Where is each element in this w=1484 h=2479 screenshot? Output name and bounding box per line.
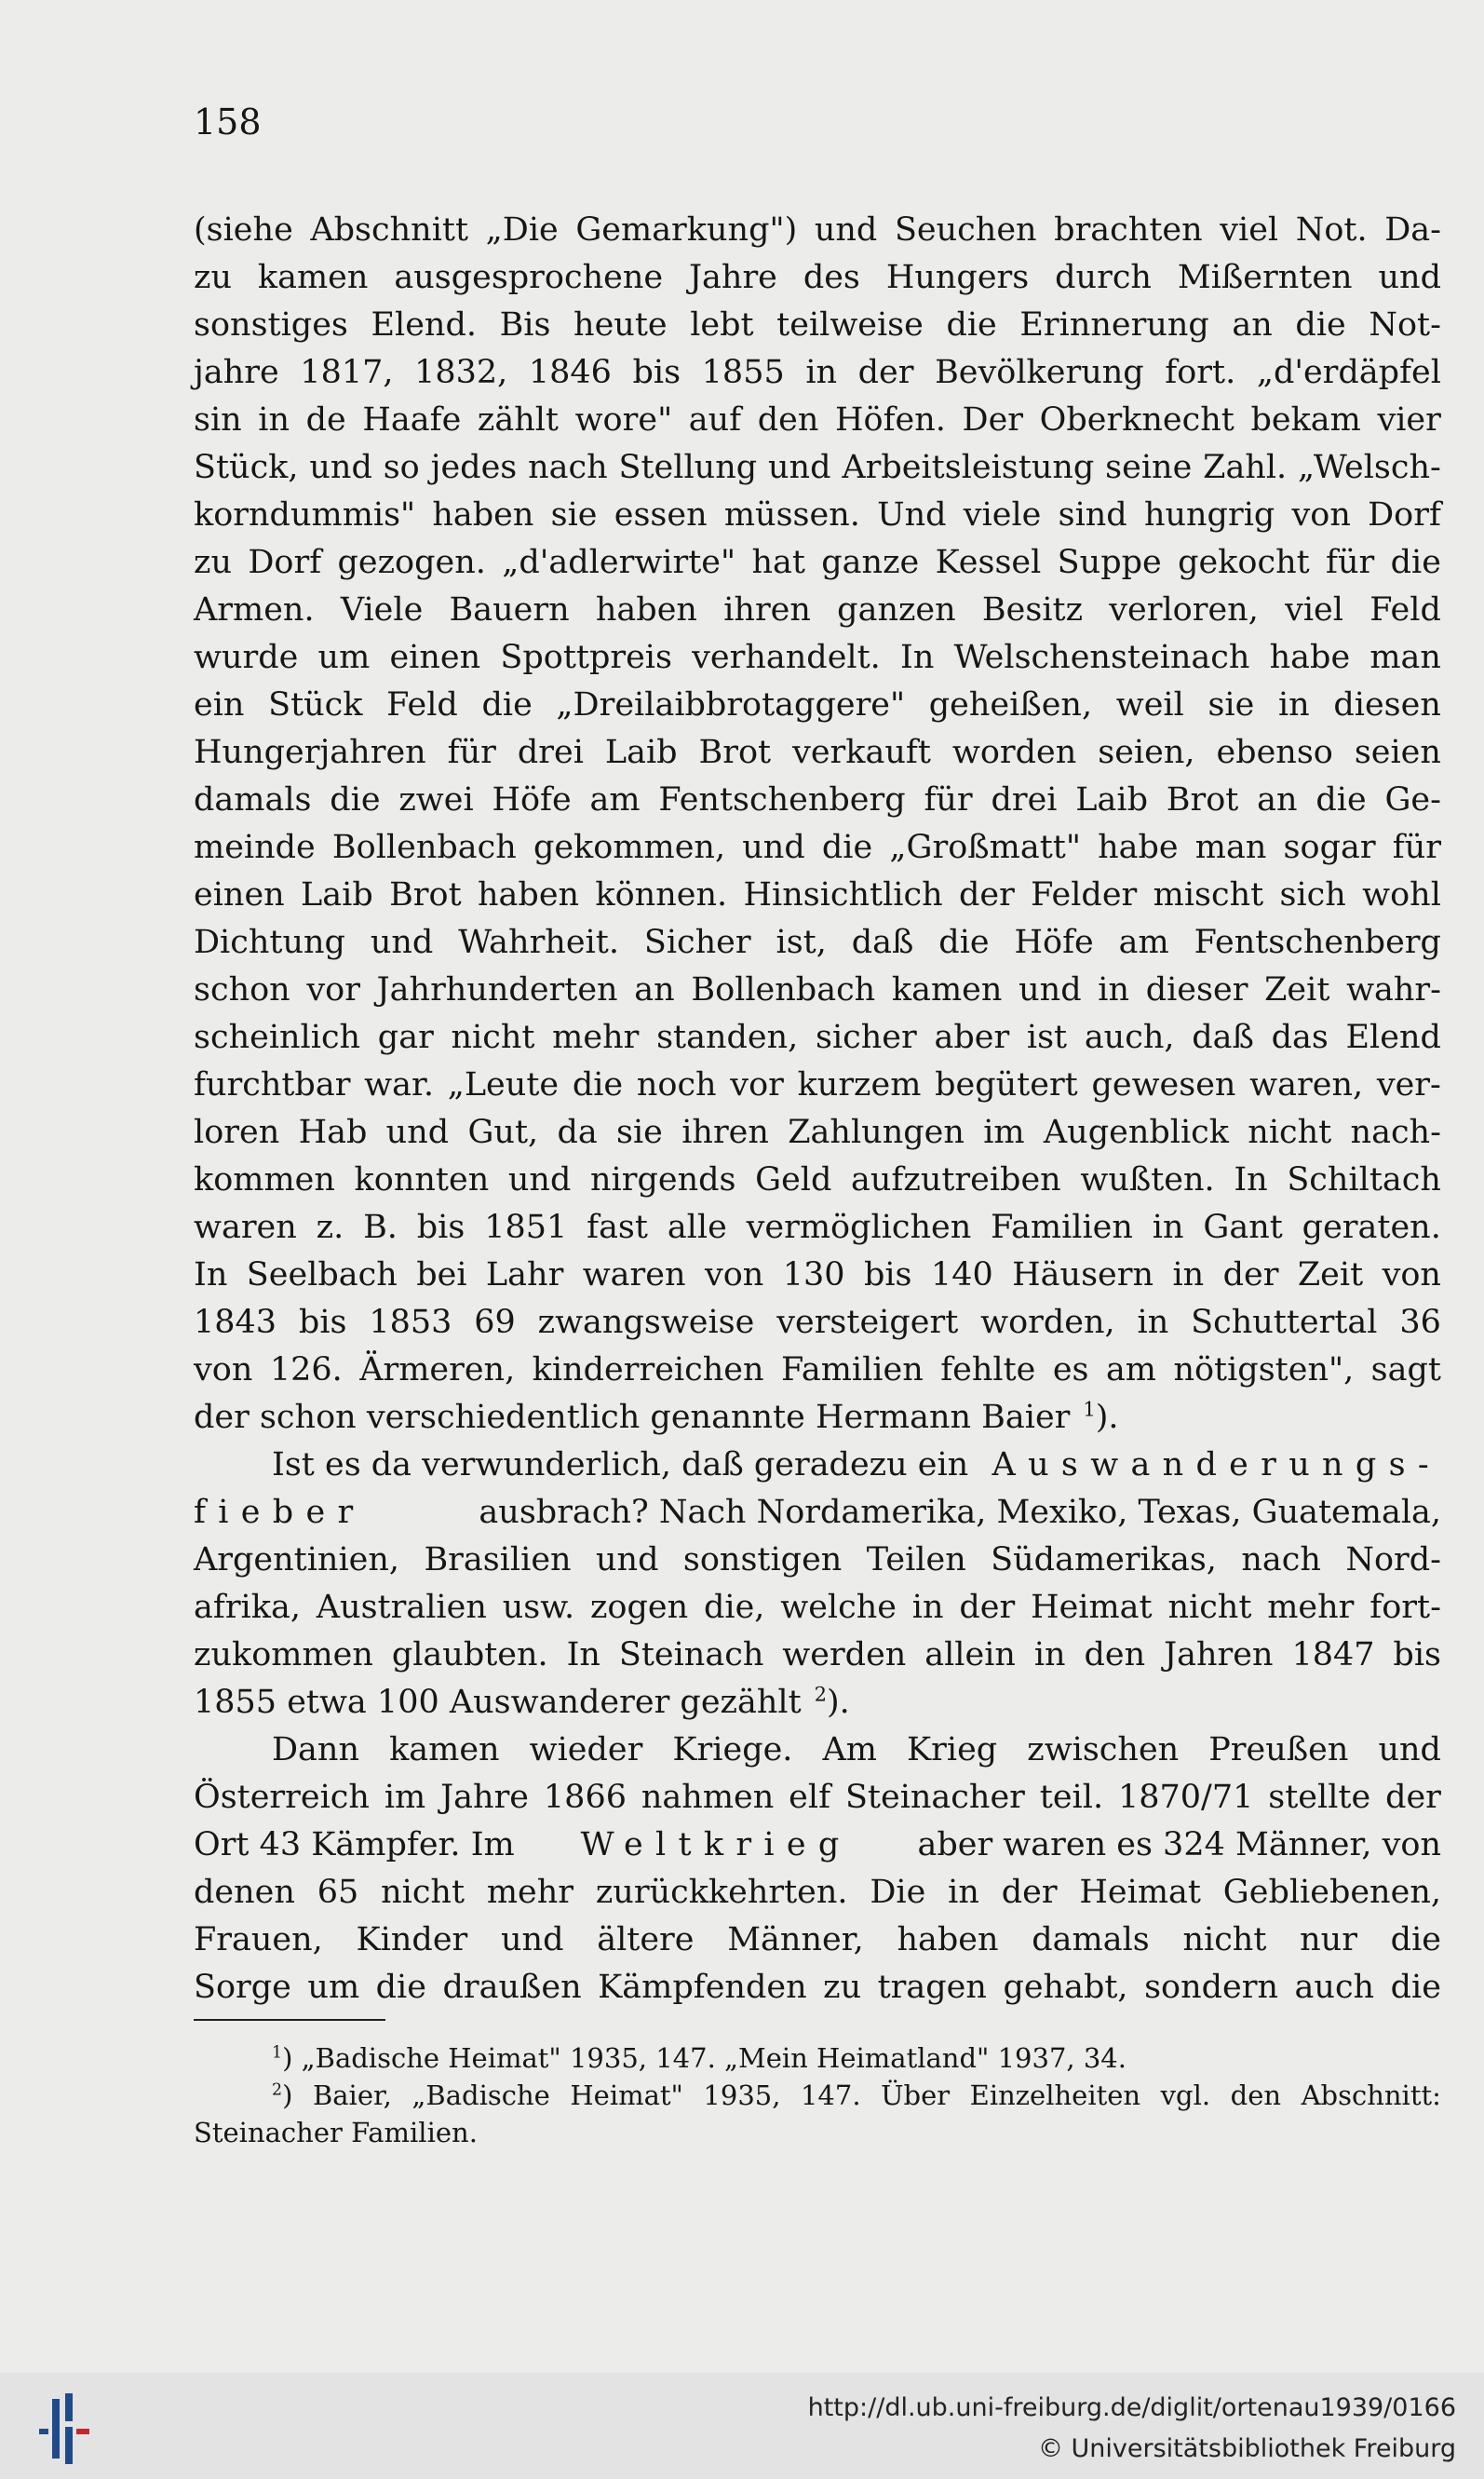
text-line: Argentinien, Brasilien und sonstigen Teilen Südamerikas, nach Nord- (194, 1541, 1441, 1578)
text-line: Hungerjahren für drei Laib Brot verkauft worden seien, ebenso seien (194, 734, 1441, 771)
text-line: loren Hab und Gut, da sie ihren Zahlungen im Augenblick nicht nach- (194, 1114, 1441, 1151)
text-line (194, 1679, 1441, 1727)
text-line: 1843 bis 1853 69 zwangsweise versteigert worden, in Schuttertal 36 (194, 1304, 1441, 1341)
text-line: meinde Bollenbach gekommen, und die „Großmatt" habe man sogar für (194, 829, 1441, 866)
logo-bar (39, 2429, 48, 2434)
text-line: denen 65 nicht mehr zurückkehrten. Die in der Heimat Gebliebenen, (194, 1874, 1441, 1911)
document-url-link[interactable]: http://dl.ub.uni-freiburg.de/diglit/ortenau1939/0166 (807, 2393, 1456, 2422)
text-line: zukommen glaubten. In Steinach werden allein in den Jahren 1847 bis (194, 1636, 1441, 1673)
text-line: Armen. Viele Bauern haben ihren ganzen Besitz verloren, viel Feld (194, 591, 1441, 629)
footnote-1: $^1$) „Badische Heimat" 1935, 147. „Mein Heimatland" 1937, 34. (272, 2042, 1126, 2074)
text-line: Österreich im Jahre 1866 nahmen elf Steinacher teil. 1870/71 stellte der (194, 1779, 1441, 1816)
text-line: In Seelbach bei Lahr waren von 130 bis 140 Häusern in der Zeit von (194, 1256, 1441, 1294)
text-line: sonstiges Elend. Bis heute lebt teilweise die Erinnerung an die Not- (194, 306, 1441, 344)
university-library-logo-icon (24, 2391, 99, 2466)
text-line: Dichtung und Wahrheit. Sicher ist, daß die Höfe am Fentschenberg (194, 924, 1441, 961)
page-number: 158 (194, 102, 262, 142)
footnote-ref-1[interactable]: 1 (1083, 1398, 1096, 1421)
text-line: scheinlich gar nicht mehr standen, sicher aber ist auch, daß das Elend (194, 1019, 1441, 1056)
logo-bar (65, 2393, 73, 2421)
text-line: zu Dorf gezogen. „d'adlerwirte" hat ganze Kessel Suppe gekocht für die (194, 544, 1441, 581)
text-line: Frauen, Kinder und ältere Männer, haben damals nicht nur die (194, 1921, 1441, 1958)
logo-accent (76, 2429, 89, 2434)
text-line: furchtbar war. „Leute die noch vor kurzem begütert gewesen waren, ver- (194, 1066, 1441, 1104)
footnote-2: $^2$) Baier, „Badische Heimat" 1935, 147. Über Einzelheiten vgl. den Abschnitt: (272, 2079, 1441, 2111)
text-line: Ort 43 Kämpfer. Im Weltkrieg aber waren es 324 Männer, von (194, 1822, 1441, 1869)
text-line: (siehe Abschnitt „Die Gemarkung") und Seuchen brachten viel Not. Da- (194, 211, 1441, 249)
logo-bar (65, 2427, 73, 2464)
footnotes (194, 2039, 1441, 2151)
emphasis-spaced: fieber (194, 1494, 366, 1531)
text-line: wurde um einen Spottpreis verhandelt. In Welschensteinach habe man (194, 639, 1441, 676)
viewer-footer (0, 2373, 1484, 2479)
text-line: einen Laib Brot haben können. Hinsichtlich der Felder mischt sich wohl (194, 876, 1441, 914)
footnote-divider (194, 2019, 385, 2021)
text-line: von 126. Ärmeren, kinderreichen Familien fehlte es am nötigsten", sagt (194, 1351, 1441, 1389)
paragraph-1 (194, 207, 1441, 1394)
text-line: Dann kamen wieder Kriege. Am Krieg zwischen Preußen und (272, 1731, 1441, 1768)
text-line: korndummis" haben sie essen müssen. Und viele sind hungrig von Dorf (194, 496, 1441, 534)
emphasis-spaced: Auswanderungs- (992, 1446, 1441, 1483)
text-line: waren z. B. bis 1851 fast alle vermöglichen Familien in Gant geraten. (194, 1209, 1441, 1246)
text-line: Ist es da verwunderlich, daß geradezu ein Auswanderungs- (194, 1442, 1441, 1489)
copyright-notice: © Universitätsbibliothek Freiburg (1037, 2434, 1456, 2463)
footnote-2-continued: Steinacher Familien. (194, 2117, 478, 2148)
text-line: damals die zwei Höfe am Fentschenberg für drei Laib Brot an die Ge- (194, 781, 1441, 819)
text-line: ein Stück Feld die „Dreilaibbrotaggere" geheißen, weil sie in diesen (194, 686, 1441, 724)
text-fragment: 1855 etwa 100 Auswanderer gezählt $^2$). (194, 1683, 850, 1721)
text-line (194, 1394, 1441, 1442)
text-line: fieber ausbrach? Nach Nordamerika, Mexiko, Texas, Guatemala, (194, 1489, 1441, 1537)
text-line: afrika, Australien usw. zogen die, welche in der Heimat nicht mehr fort- (194, 1589, 1441, 1626)
emphasis-spaced: Weltkrieg (580, 1826, 852, 1863)
footnote-ref-2[interactable]: 2 (814, 1683, 828, 1706)
text-line: jahre 1817, 1832, 1846 bis 1855 in der Bevölkerung fort. „d'erdäpfel (194, 354, 1441, 391)
text-line: zu kamen ausgesprochene Jahre des Hungers durch Mißernten und (194, 259, 1441, 296)
text-line: sin in de Haafe zählt wore" auf den Höfen. Der Oberknecht bekam vier (194, 401, 1441, 439)
text-line: schon vor Jahrhunderten an Bollenbach kamen und in dieser Zeit wahr- (194, 971, 1441, 1009)
body-text (194, 207, 1441, 2012)
text-fragment: der schon verschiedentlich genannte Hermann Baier $^1$). (194, 1398, 1119, 1436)
logo-bar (52, 2399, 60, 2459)
text-line: kommen konnten und nirgends Geld aufzutreiben wußten. In Schiltach (194, 1161, 1441, 1199)
text-line: Sorge um die draußen Kämpfenden zu tragen gehabt, sondern auch die (194, 1969, 1441, 2006)
text-line: Stück, und so jedes nach Stellung und Arbeitsleistung seine Zahl. „Welsch- (194, 449, 1441, 486)
